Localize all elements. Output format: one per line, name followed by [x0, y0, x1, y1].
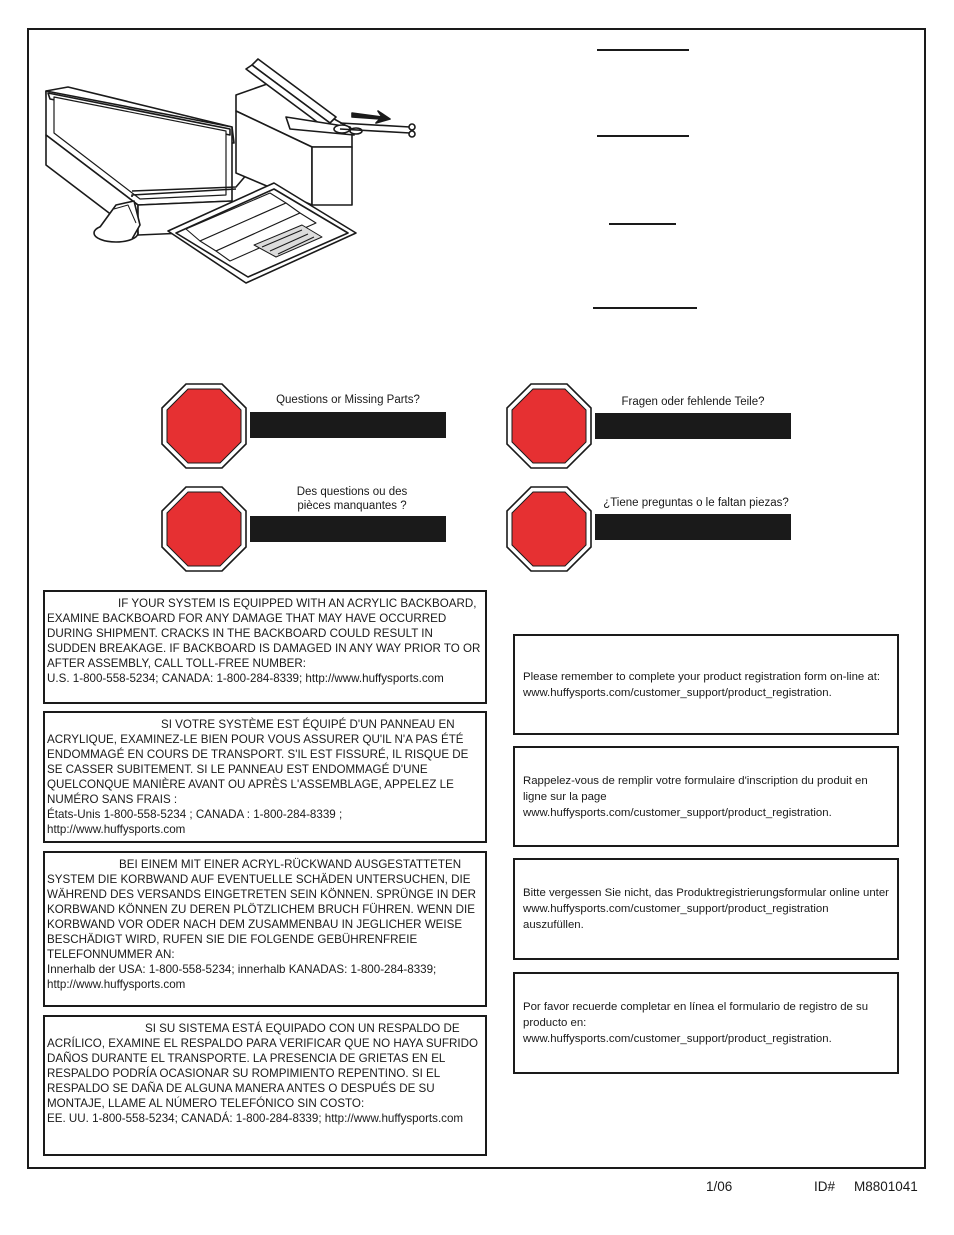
warning-contact: États-Unis 1-800-558-5234 ; CANADA : 1-800-284-8339 ; http://www.huffysports.com [47, 808, 343, 836]
stop-sign-icon [505, 485, 593, 573]
warning-body: BEI EINEM MIT EINER ACRYL-RÜCKWAND AUSGESTATTETEN SYSTEM DIE KORBWAND AUF EVENTUELLE SCHÄDEN UNTERSUCHEN, DIE WÄHREND DES VERSANDS EINGETRETEN SEIN KÖNNEN. SPRÜNGE IN DER KORBWAND KÖNNEN ZU DEREN PLÖTZLICHEM BRUCH FÜHREN. WENN DIE KORBWAND VOR ODER NACH DEM ZUSAMMENBAU IN JEGLICHER WEISE BESCHÄDIGT WIRD, RUFEN SIE DIE FOLGENDE GEBÜHRENFREIE TELEFONNUMMER AN: [47, 858, 477, 961]
packaging-illustration [40, 55, 430, 295]
warning-contact: Innerhalb der USA: 1-800-558-5234; innerhalb KANADAS: 1-800-284-8339; http://www.huffysports.com [47, 963, 437, 991]
registration-text: Bitte vergessen Sie nicht, das Produktregistrierungsformular online unter www.huffysports.com/customer_support/product_registration auszufüllen. [523, 887, 889, 931]
stop-sign-icon [160, 382, 248, 470]
footer-id-value: M8801041 [854, 1179, 918, 1194]
acrylic-warning-spanish [43, 1015, 487, 1156]
hotline-label-french: Des questions ou des pièces manquantes ? [296, 486, 408, 512]
hotline-bar-spanish [595, 514, 791, 540]
stop-sign-icon [160, 485, 248, 573]
header-rule-3 [609, 223, 676, 225]
hotline-label-english: Questions or Missing Parts? [276, 394, 420, 406]
warning-body: IF YOUR SYSTEM IS EQUIPPED WITH AN ACRYLIC BACKBOARD, EXAMINE BACKBOARD FOR ANY DAMAGE THAT MAY HAVE OCCURRED DURING SHIPMENT. CRACKS IN THE BACKBOARD COULD RESULT IN SUDDEN BREAKAGE. IF BACKBOARD IS DAMAGED IN ANY WAY PRIOR TO OR AFTER ASSEMBLY, CALL TOLL-FREE NUMBER: [47, 597, 481, 670]
header-rule-2 [597, 135, 689, 137]
hotline-bar-english [250, 412, 446, 438]
hotline-bar-french [250, 516, 446, 542]
header-rule-4 [593, 307, 697, 309]
acrylic-warning-french [43, 711, 487, 843]
header-rule-1 [597, 49, 689, 51]
registration-text: Rappelez-vous de remplir votre formulaire d'inscription du produit en ligne sur la page www.huffysports.com/customer_support/product_registration. [523, 774, 868, 819]
registration-text: Por favor recuerde completar en línea el formulario de registro de su producto en: www.huffysports.com/customer_support/product_registration. [523, 1001, 869, 1045]
acrylic-warning-german [43, 851, 487, 1007]
registration-text: Please remember to complete your product registration form on-line at: www.huffysports.com/customer_support/product_registration. [523, 670, 881, 699]
footer-date: 1/06 [706, 1179, 733, 1194]
registration-reminder-english [513, 634, 899, 735]
registration-reminder-french [513, 746, 899, 847]
stop-sign-icon [505, 382, 593, 470]
warning-body: SI SU SISTEMA ESTÁ EQUIPADO CON UN RESPALDO DE ACRÍLICO, EXAMINE EL RESPALDO PARA VERIFICAR QUE NO HAYA SUFRIDO DAÑOS DURANTE EL TRANSPORTE. LA PRESENCIA DE GRIETAS EN EL RESPALDO PODRÍA OCASIONAR SU ROMPIMIENTO REPENTINO. SI EL RESPALDO SE DAÑA DE ALGUNA MANERA ANTES O DESPUÉS DE SU MONTAJE, LLAME AL NÚMERO TELEFÓNICO SIN COSTO: [47, 1022, 478, 1110]
warning-contact: U.S. 1-800-558-5234; CANADA: 1-800-284-8339; http://www.huffysports.com [47, 672, 444, 685]
hotline-label-german: Fragen oder fehlende Teile? [621, 396, 765, 408]
warning-contact: EE. UU. 1-800-558-5234; CANADÁ: 1-800-284-8339; http://www.huffysports.com [47, 1112, 464, 1125]
acrylic-warning-english [43, 590, 487, 704]
hotline-bar-german [595, 413, 791, 439]
warning-body: SI VOTRE SYSTÈME EST ÉQUIPÉ D'UN PANNEAU EN ACRYLIQUE, EXAMINEZ-LE BIEN POUR VOUS ASSURER QU'IL N'A PAS ÉTÉ ENDOMMAGÉ EN COURS DE TRANSPORT. S'IL EST FISSURÉ, IL RISQUE DE SE CASSER SUBITEMENT. SI LE PANNEAU EST ENDOMMAGÉ D'UNE QUELCONQUE MANIÈRE AVANT OU APRÈS L'ASSEMBLAGE, APPELEZ LE NUMÉRO SANS FRAIS : [47, 718, 469, 806]
registration-reminder-spanish [513, 972, 899, 1074]
hotline-label-spanish: ¿Tiene preguntas o le faltan piezas? [603, 497, 789, 509]
footer-id-label: ID# [814, 1179, 836, 1194]
registration-reminder-german [513, 858, 899, 960]
